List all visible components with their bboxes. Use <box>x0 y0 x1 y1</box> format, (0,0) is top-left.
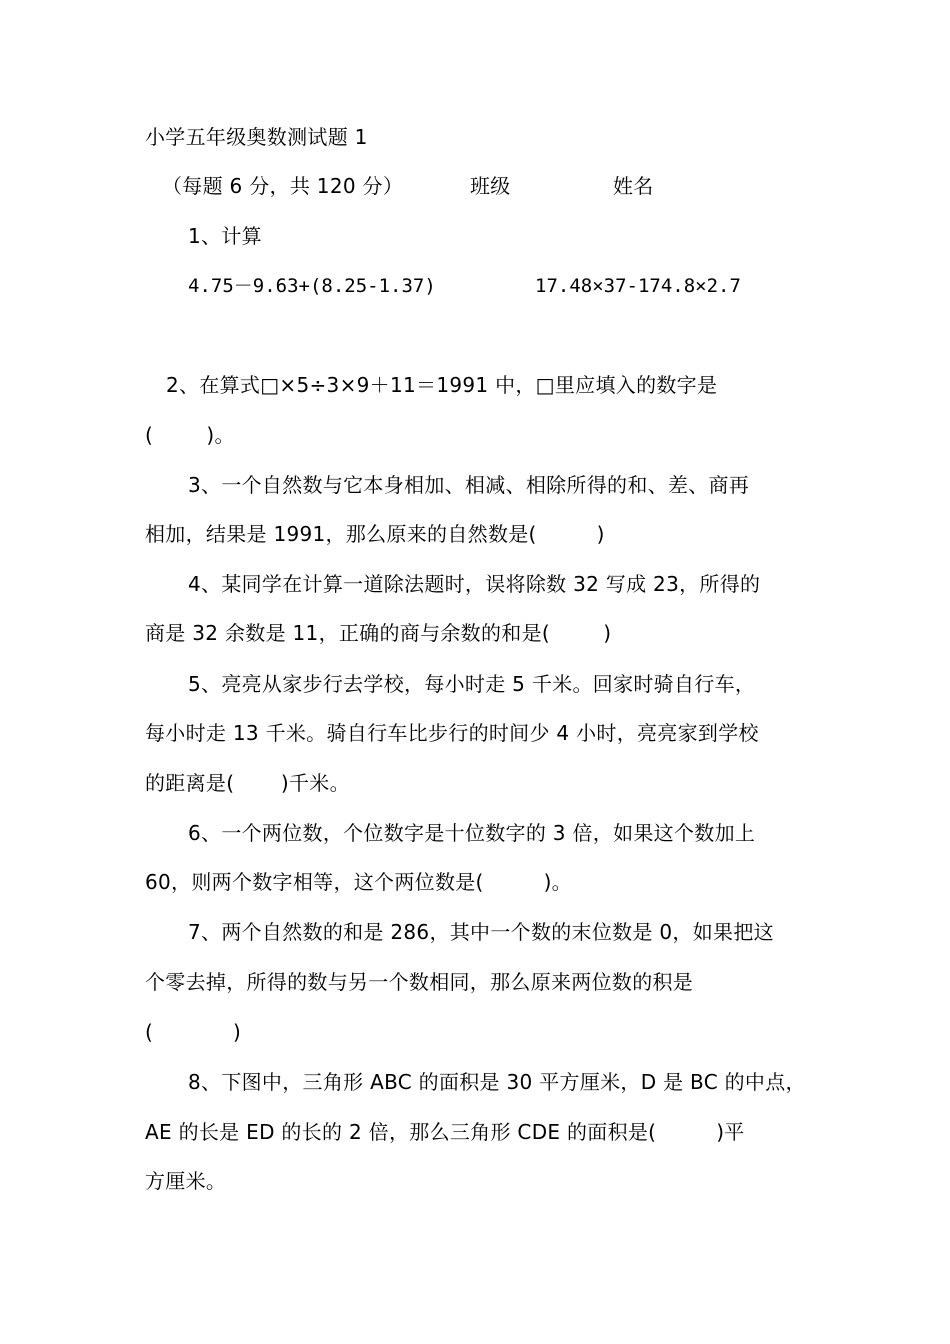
document-title: 小学五年级奥数测试题 1 <box>145 125 368 149</box>
question-5-line-2: 每小时走 13 千米。骑自行车比步行的时间少 4 小时，亮亮家到学校 <box>145 721 759 745</box>
question-3-line-1: 3、一个自然数与它本身相加、相减、相除所得的和、差、商再 <box>188 473 750 497</box>
question-7-line-3: ( ) <box>145 1020 242 1044</box>
question-5-line-1: 5、亮亮从家步行去学校，每小时走 5 千米。回家时骑自行车， <box>188 672 756 696</box>
question-8-line-1: 8、下图中，三角形 ABC 的面积是 30 平方厘米，D 是 BC 的中点， <box>188 1070 806 1094</box>
question-2-line-2: ( )。 <box>145 423 235 447</box>
question-4-line-2: 商是 32 余数是 11，正确的商与余数的和是( ) <box>145 621 612 645</box>
question-1-heading: 1、计算 <box>188 224 262 248</box>
question-4-line-1: 4、某同学在计算一道除法题时，误将除数 32 写成 23，所得的 <box>188 572 761 596</box>
question-6-line-1: 6、一个两位数，个位数字是十位数字的 3 倍，如果这个数加上 <box>188 821 756 845</box>
score-note: （每题 6 分，共 120 分） <box>162 174 404 198</box>
question-1-expression-b: 17.48×37-174.8×2.7 <box>535 275 741 297</box>
question-7-line-1: 7、两个自然数的和是 286，其中一个数的末位数是 0，如果把这 <box>188 920 774 944</box>
question-3-line-2: 相加，结果是 1991，那么原来的自然数是( ) <box>145 522 605 546</box>
question-7-line-2: 个零去掉，所得的数与另一个数相同，那么原来两位数的积是 <box>145 970 694 994</box>
name-label: 姓名 <box>613 174 654 198</box>
question-5-line-3: 的距离是( )千米。 <box>145 771 350 795</box>
class-label: 班级 <box>470 174 511 198</box>
question-8-line-3: 方厘米。 <box>145 1169 227 1193</box>
question-2-line-1: 2、在算式□×5÷3×9＋11＝1991 中，□里应填入的数字是 <box>166 373 718 397</box>
question-8-line-2: AE 的长是 ED 的长的 2 倍，那么三角形 CDE 的面积是( )平 <box>145 1120 745 1144</box>
question-6-line-2: 60，则两个数字相等，这个两位数是( )。 <box>145 870 572 894</box>
question-1-expression-a: 4.75－9.63+(8.25-1.37) <box>188 275 436 297</box>
